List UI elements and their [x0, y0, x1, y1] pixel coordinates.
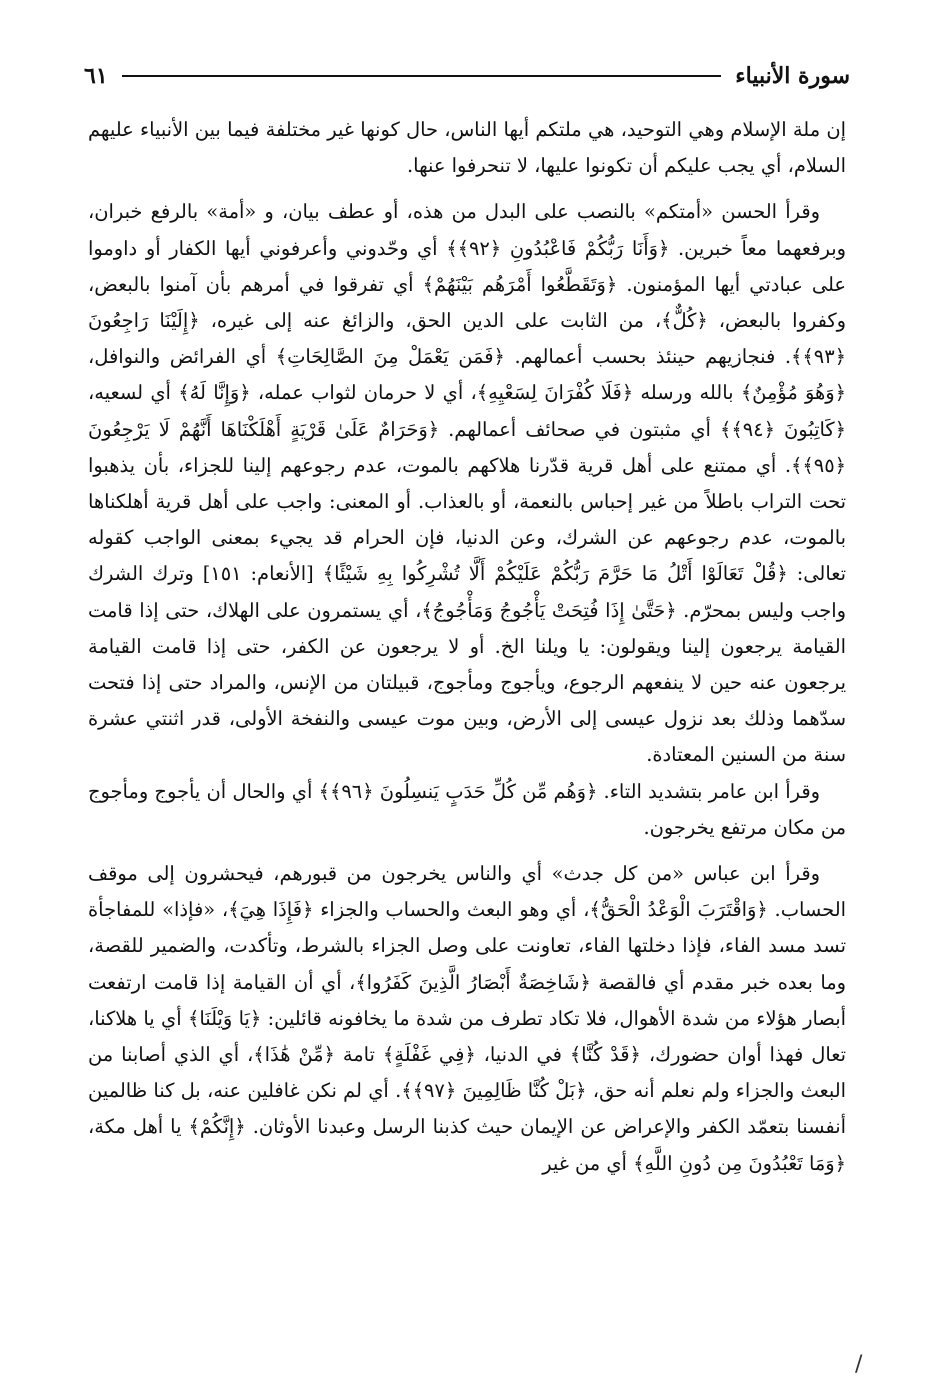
paragraph-3: وقرأ ابن عامر بتشديد التاء. ﴿وَهُم مِّن كُلِّ حَدَبٍ يَنسِلُونَ ﴿٩٦﴾﴾ أي والحال أن يأجوج ومأجوج من مكان مرتفع يخرجون. [88, 779, 846, 839]
header-rule [122, 75, 722, 77]
paragraph-4: وقرأ ابن عباس «من كل جدث» أي والناس يخرجون من قبورهم، فيحشرون إلى موقف الحساب. ﴿وَاقْتَرَبَ الْوَعْدُ الْحَقُّ﴾، أي وهو البعث والحساب والجزاء ﴿فَإِذَا هِيَ﴾، «فإذا» للمفاجأة تسد مسد الفاء، فإذا دخلتها الفاء، تعاونت على وصل الجزاء بالشرط، وتأكدت، والضمير للقصة، وما بعده خبر مقدم أي فالقصة ﴿شَاخِصَةٌ أَبْصَارُ الَّذِينَ كَفَرُوا﴾، أي أن القيامة إذا قامت ارتفعت أبصار هؤلاء من شدة الأهوال، فلا تكاد تطرف من شدة ما يخافونه قائلين: ﴿يَا وَيْلَنَا﴾ أي يا هلاكنا، تعال فهذا أوان حضورك، ﴿قَدْ كُنَّا﴾ في الدنيا، ﴿فِي غَفْلَةٍ﴾ تامة ﴿مِّنْ هَٰذَا﴾، أي الذي أصابنا من البعث والجزاء ولم نعلم أنه حق، ﴿بَلْ كُنَّا ظَالِمِينَ ﴿٩٧﴾﴾. أي لم نكن غافلين عنه، بل كنا ظالمين أنفسنا بتعمّد الكفر والإعراض عن الإيمان حيث كذبنا الرسل وعبدنا الأوثان. ﴿إِنَّكُمْ﴾ يا أهل مكة، ﴿وَمَا تَعْبُدُونَ مِن دُونِ اللَّهِ﴾ أي من غير [88, 862, 846, 1175]
paragraph-1: إن ملة الإسلام وهي التوحيد، هي ملتكم أيها الناس، حال كونها غير مختلفة فيما بين الأنبياء عليهم السلام، أي يجب عليكم أن تكونوا عليها، لا تنحرفوا عنها. [88, 118, 846, 178]
page-number: ٦١ [84, 63, 108, 89]
running-header [84, 58, 850, 94]
surah-title: سورة الأنبياء [735, 63, 850, 89]
page-body [88, 112, 846, 1182]
stray-pen-mark: / [855, 1352, 863, 1377]
paragraph-2: وقرأ الحسن «أمتكم» بالنصب على البدل من هذه، أو عطف بيان، و «أمة» بالرفع خبران، وبرفعهما معاً خبرين. ﴿وَأَنَا رَبُّكُمْ فَاعْبُدُونِ ﴿٩٢﴾﴾ أي وحّدوني وأعرفوني أيها الكفار أو داوموا على عبادتي أيها المؤمنون. ﴿وَتَقَطَّعُوا أَمْرَهُم بَيْنَهُمْ﴾ أي تفرقوا في أمرهم بأن آمنوا بالبعض، وكفروا بالبعض، ﴿كُلٌّ﴾، من الثابت على الدين الحق، والزائغ عنه إلى غيره، ﴿إِلَيْنَا رَاجِعُونَ ﴿٩٣﴾﴾. فنجازيهم حينئذ بحسب أعمالهم. ﴿فَمَن يَعْمَلْ مِنَ الصَّالِحَاتِ﴾ أي الفرائض والنوافل، ﴿وَهُوَ مُؤْمِنٌ﴾ بالله ورسله ﴿فَلَا كُفْرَانَ لِسَعْيِهِ﴾، أي لا حرمان لثواب عمله، ﴿وَإِنَّا لَهُ﴾ أي لسعيه، ﴿كَاتِبُونَ ﴿٩٤﴾﴾ أي مثبتون في صحائف أعمالهم. ﴿وَحَرَامٌ عَلَىٰ قَرْيَةٍ أَهْلَكْنَاهَا أَنَّهُمْ لَا يَرْجِعُونَ ﴿٩٥﴾﴾. أي ممتنع على أهل قرية قدّرنا هلاكهم بالموت، عدم رجوعهم إلينا للجزاء، بأن يذهبوا تحت التراب باطلاً من غير إحباس بالنعمة، أو بالعذاب. أو المعنى: واجب على أهل قرية أهلكناها بالموت، عدم رجوعهم عن الشرك، وعن الدنيا، فإن الحرام قد يجيء بمعنى الواجب كقوله تعالى: ﴿قُلْ تَعَالَوْا أَتْلُ مَا حَرَّمَ رَبُّكُمْ عَلَيْكُمْ أَلَّا تُشْرِكُوا بِهِ شَيْئًا﴾ [الأنعام: ١٥١] وترك الشرك واجب وليس بمحرّم. ﴿حَتَّىٰ إِذَا فُتِحَتْ يَأْجُوجُ وَمَأْجُوجُ﴾، أي يستمرون على الهلاك، حتى إذا قامت القيامة يرجعون إلينا ويقولون: يا ويلنا الخ. أو لا يرجعون عن الكفر، حتى إذا قامت القيامة يرجعون عنه حين لا ينفعهم الرجوع، ويأجوج ومأجوج، قبيلتان من الإنس، والمراد حتى إذا فتحت سدّهما وذلك بعد نزول عيسى إلى الأرض، وبين موت عيسى والنفخة الأولى، قدر اثنتي عشرة سنة من السنين المعتادة. [88, 200, 846, 767]
